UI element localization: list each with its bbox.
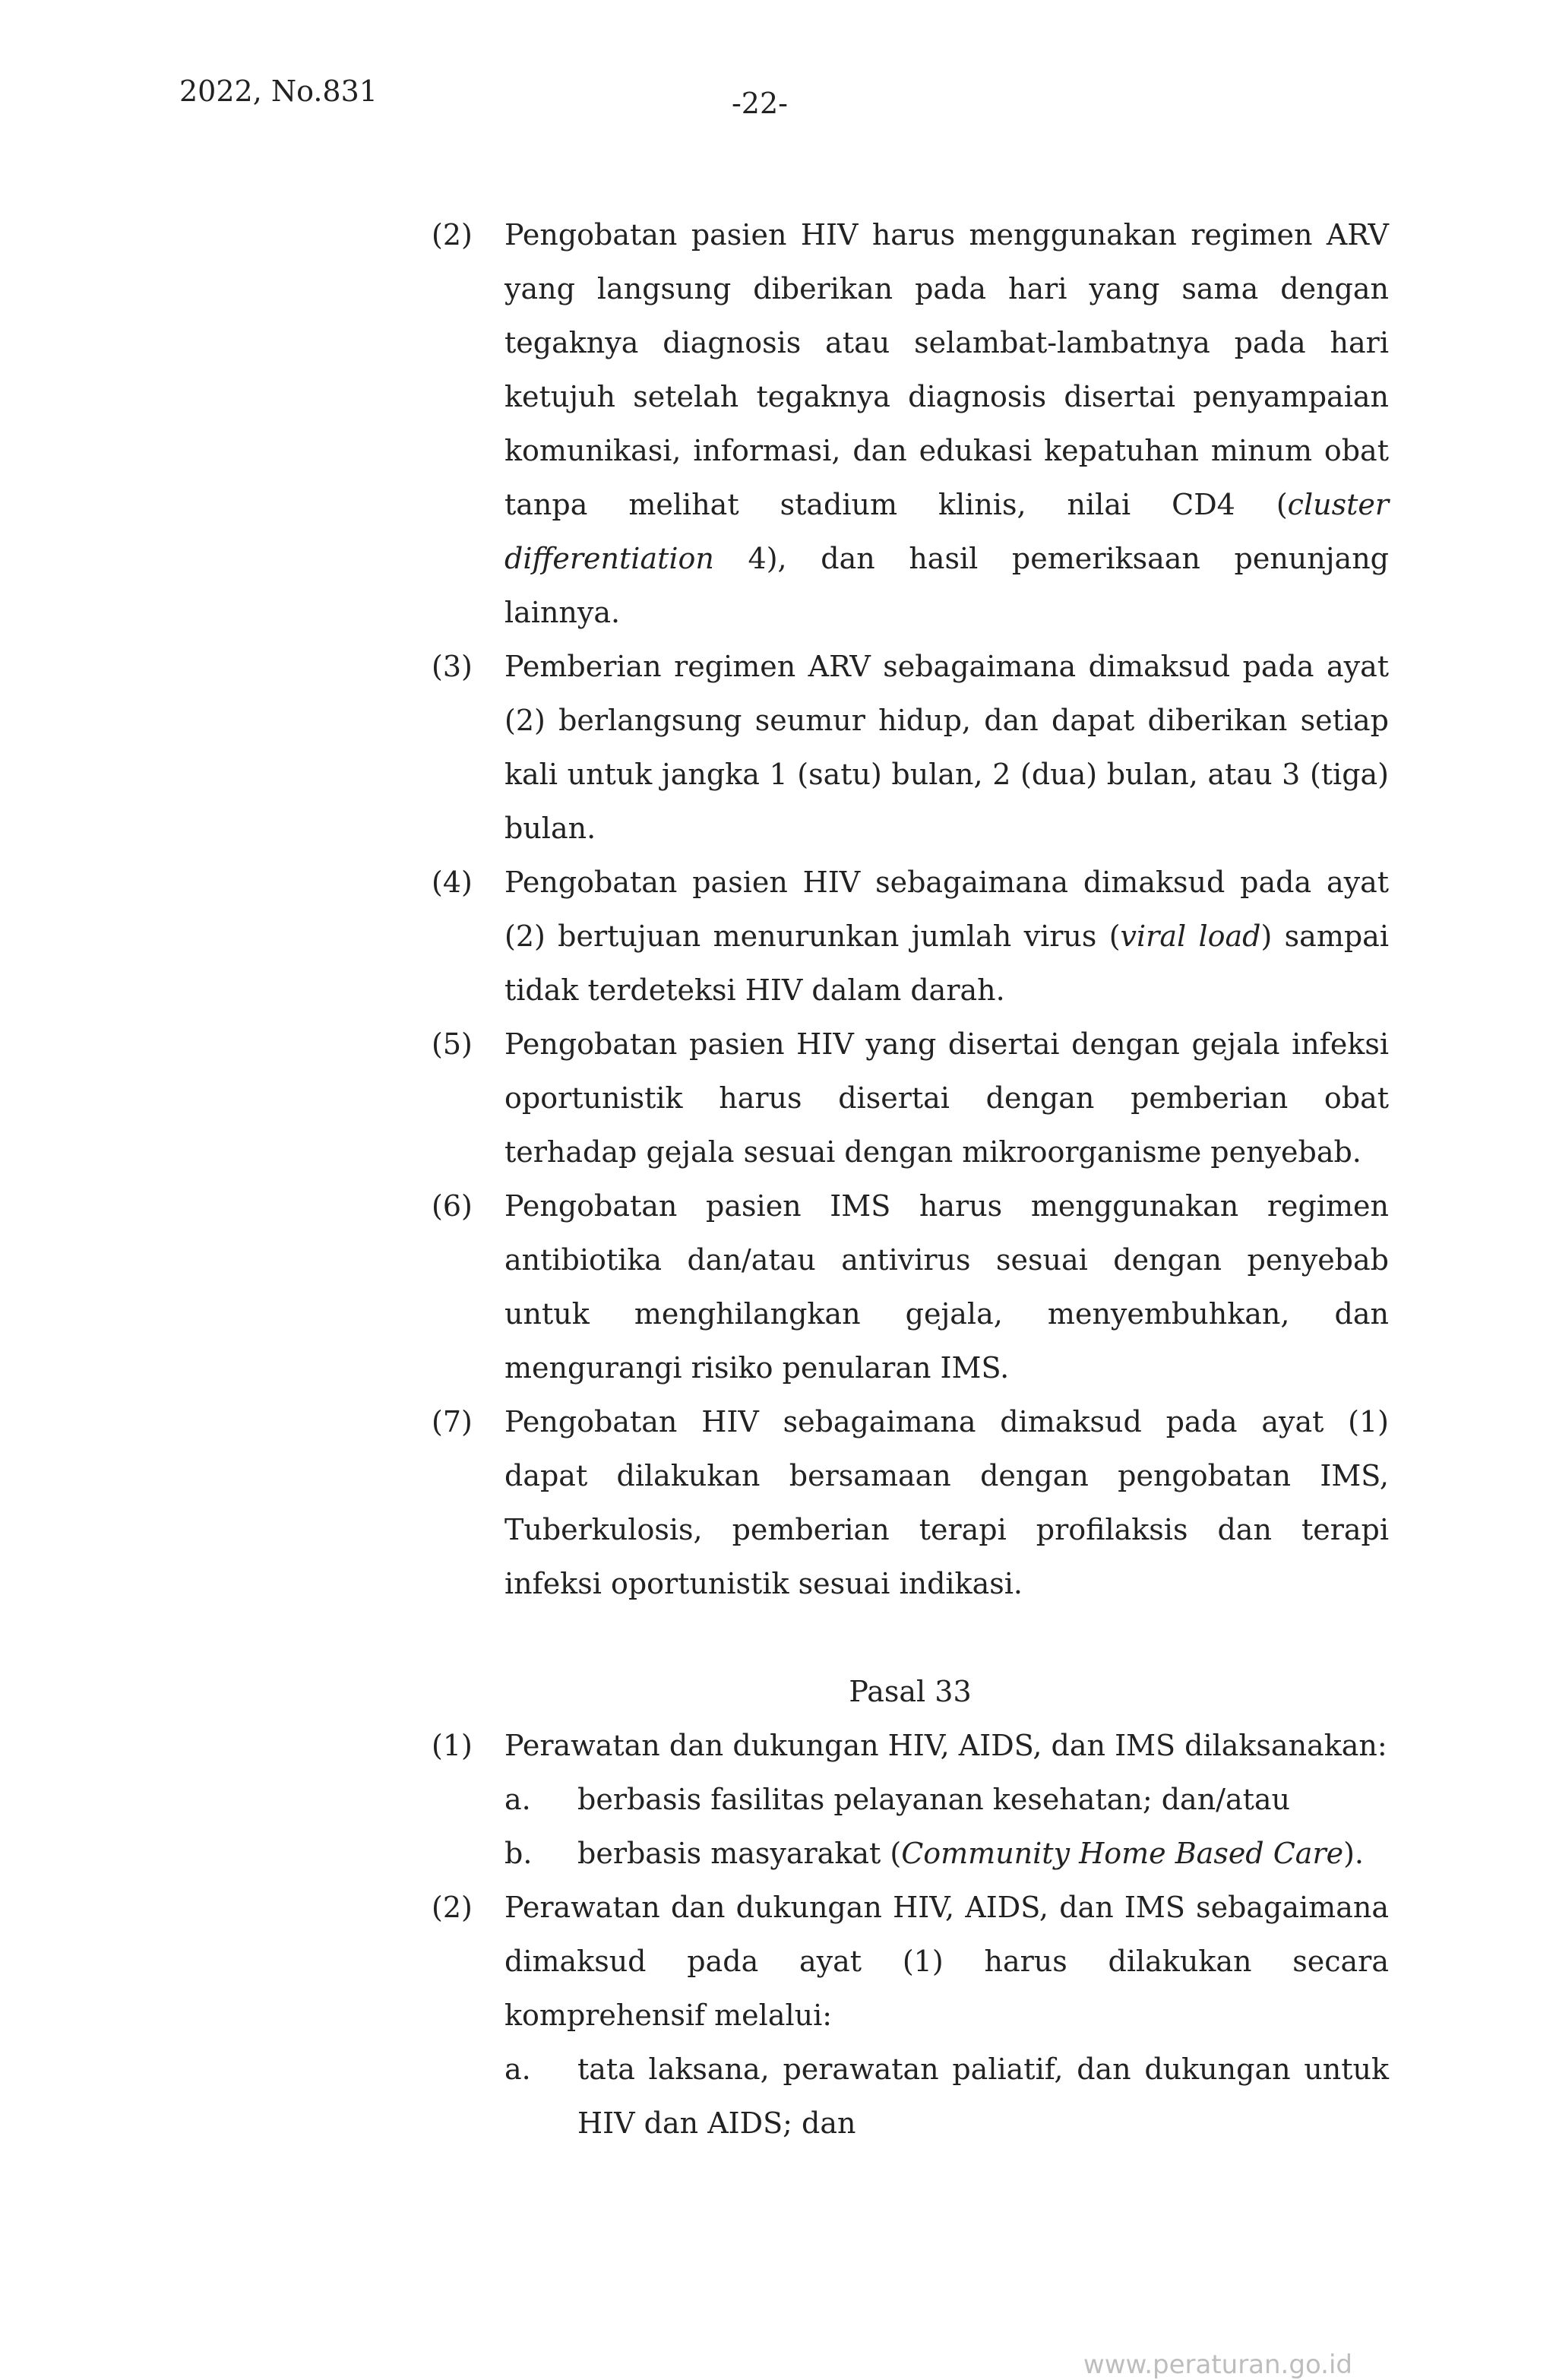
footer-url[interactable]: www.peraturan.go.id (1083, 2350, 1352, 2380)
list-item-letter: a. (504, 2052, 531, 2086)
paragraph-text (504, 1018, 1389, 1179)
section-continued (432, 208, 1389, 1611)
list-item-letter: a. (504, 1783, 531, 1816)
paragraph-number: (4) (432, 866, 473, 899)
text-segment: ). (1343, 1837, 1365, 1870)
paragraph-text (504, 1881, 1389, 2043)
italic-text-segment: viral load (1120, 919, 1261, 953)
text-segment: Pemberian regimen ARV sebagaimana dimaksud pada ayat (2) berlangsung seumur hidup, dan dapat diberikan setiap kali untuk jangka 1 (satu) bulan, 2 (dua) bulan, atau 3 (tiga) bulan. (504, 650, 1389, 845)
paragraph (432, 1395, 1389, 1611)
pasal-33-body (432, 1719, 1389, 2151)
paragraph-number: (3) (432, 650, 473, 683)
paragraph-number: (5) (432, 1027, 473, 1061)
paragraph-text (504, 1179, 1389, 1395)
list-item-text (577, 1773, 1389, 1827)
list-item-text (577, 2043, 1389, 2151)
paragraph (432, 1018, 1389, 1179)
text-segment: berbasis masyarakat ( (577, 1837, 902, 1870)
paragraph-number: (2) (432, 1891, 473, 1924)
paragraph-text (504, 856, 1389, 1018)
text-segment: Pengobatan pasien HIV sebagaimana dimaksud pada ayat (2) bertujuan menurunkan jumlah virus ( (504, 866, 1389, 953)
text-segment: Perawatan dan dukungan HIV, AIDS, dan IMS sebagaimana dimaksud pada ayat (1) harus dilakukan secara komprehensif melalui: (504, 1891, 1389, 2032)
paragraph-number: (7) (432, 1405, 473, 1438)
paragraph (432, 1719, 1389, 1881)
page-number: -22- (731, 87, 789, 120)
text-segment: berbasis fasilitas pelayanan kesehatan; dan/atau (577, 1783, 1291, 1816)
document-body (432, 208, 1389, 2151)
text-segment: Perawatan dan dukungan HIV, AIDS, dan IMS dilaksanakan: (504, 1729, 1387, 1762)
text-segment: tata laksana, perawatan paliatif, dan dukungan untuk HIV dan AIDS; dan (577, 2052, 1389, 2140)
paragraph-text (504, 1395, 1389, 1611)
paragraph-text (504, 640, 1389, 856)
paragraph (432, 1881, 1389, 2151)
list-item (504, 1773, 1389, 1827)
list-item (504, 2043, 1389, 2151)
list-item-letter: b. (504, 1837, 533, 1870)
list-item (504, 1827, 1389, 1881)
text-segment: Pengobatan pasien HIV harus menggunakan regimen ARV yang langsung diberikan pada hari yang sama dengan tegaknya diagnosis atau selambat-lambatnya pada hari ketujuh setelah tegaknya diagnosis disertai penyampaian komunikasi, informasi, dan edukasi kepatuhan minum obat tanpa melihat stadium klinis, nilai CD4 ( (504, 218, 1389, 521)
paragraph (432, 856, 1389, 1018)
paragraph-number: (6) (432, 1189, 473, 1223)
paragraph (432, 640, 1389, 856)
paragraph-number: (1) (432, 1729, 473, 1762)
text-segment: Pengobatan pasien HIV yang disertai dengan gejala infeksi oportunistik harus disertai dengan pemberian obat terhadap gejala sesuai dengan mikroorganisme penyebab. (504, 1027, 1389, 1169)
paragraph (432, 1179, 1389, 1395)
list-item-text (577, 1827, 1389, 1881)
document-reference: 2022, No.831 (179, 74, 378, 108)
text-segment: Pengobatan HIV sebagaimana dimaksud pada ayat (1) dapat dilakukan bersamaan dengan pengobatan IMS, Tuberkulosis, pemberian terapi profilaksis dan terapi infeksi oportunistik sesuai indikasi. (504, 1405, 1389, 1600)
paragraph-text (504, 1719, 1389, 1773)
paragraph-number: (2) (432, 218, 473, 252)
text-segment: 4), dan hasil pemeriksaan penunjang lainnya. (504, 542, 1389, 629)
pasal-heading: Pasal 33 (849, 1675, 972, 1708)
paragraph (432, 208, 1389, 640)
italic-text-segment: cluster differentiation (504, 488, 1389, 575)
text-segment: ) sampai tidak terdeteksi HIV dalam darah. (504, 919, 1389, 1007)
text-segment: Pengobatan pasien IMS harus menggunakan regimen antibiotika dan/atau antivirus sesuai dengan penyebab untuk menghilangkan gejala, menyembuhkan, dan mengurangi risiko penularan IMS. (504, 1189, 1389, 1385)
paragraph-text (504, 208, 1389, 640)
italic-text-segment: Community Home Based Care (901, 1837, 1344, 1870)
